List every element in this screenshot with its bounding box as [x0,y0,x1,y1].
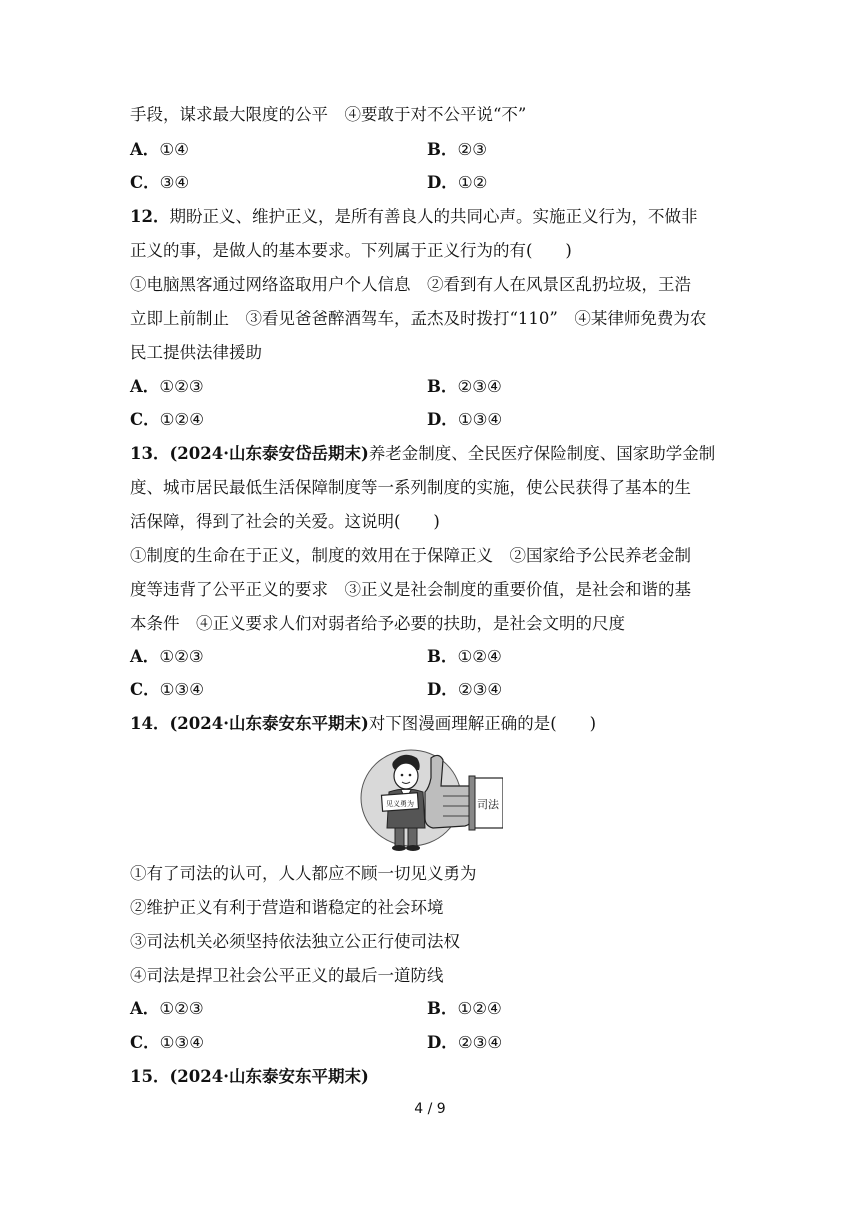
q13-stem-line-2: 度、城市居民最低生活保障制度等一系列制度的实施，使公民获得了基本的生 [130,478,691,497]
q14-option-a: A．①②③ [130,999,204,1018]
q12-statement-line-1: ①电脑黑客通过网络盗取用户个人信息 ②看到有人在风景区乱扔垃圾，王浩 [130,275,691,294]
q12-stem-line-1: 12．期盼正义、维护正义，是所有善良人的共同心声。实施正义行为，不做非 [130,207,698,226]
cartoon-card-label: 见义勇为 [386,800,414,808]
q13-stem-line-1: 13．(2024·山东泰安岱岳期末)养老金制度、全民医疗保险制度、国家助学金制 [130,444,716,463]
q13-option-a: A．①②③ [130,647,204,666]
q14-option-d: D．②③④ [427,1033,503,1052]
q12-option-d: D．①③④ [427,410,503,429]
q12-option-c: C．①②④ [130,410,205,429]
q12-statement-line-3: 民工提供法律援助 [130,343,262,362]
q11-option-a: A．①④ [130,140,189,159]
q14-option-b: B．①②④ [427,999,502,1018]
q11-option-d: D．①② [427,173,488,192]
page-indicator: 4 / 9 [414,1101,446,1117]
q13-option-c: C．①③④ [130,680,205,699]
q13-statement-line-2: 度等违背了公平正义的要求 ③正义是社会制度的重要价值，是社会和谐的基 [130,580,691,599]
q12-option-a: A．①②③ [130,377,204,396]
cartoon-sleeve-label: 司法 [477,798,499,811]
q13-option-b: B．①②④ [427,647,502,666]
q14-statement-3: ③司法机关必须坚持依法独立公正行使司法权 [130,932,460,951]
q14-statement-4: ④司法是捍卫社会公平正义的最后一道防线 [130,966,444,985]
q13-option-d: D．②③④ [427,680,503,699]
q12-option-b: B．②③④ [427,377,502,396]
q13-statement-line-1: ①制度的生命在于正义，制度的效用在于保障正义 ②国家给予公民养老金制 [130,546,691,565]
q15-stem: 15．(2024·山东泰安东平期末) [130,1067,369,1086]
q12-statement-line-2: 立即上前制止 ③看见爸爸醉酒驾车，孟杰及时拨打“110” ④某律师免费为农 [130,309,707,328]
justice-cartoon-figure [359,748,503,852]
q14-statement-1: ①有了司法的认可，人人都应不顾一切见义勇为 [130,864,477,883]
q13-stem-line-3: 活保障，得到了社会的关爱。这说明( ) [130,512,440,531]
q11-option-c: C．③④ [130,173,190,192]
q11-option-b: B．②③ [427,140,488,159]
q11-statement-tail: 手段，谋求最大限度的公平 ④要敢于对不公平说“不” [130,105,527,124]
q14-option-c: C．①③④ [130,1033,205,1052]
q14-stem: 14．(2024·山东泰安东平期末)对下图漫画理解正确的是( ) [130,714,597,733]
q12-stem-line-2: 正义的事，是做人的基本要求。下列属于正义行为的有( ) [130,241,572,260]
q13-statement-line-3: 本条件 ④正义要求人们对弱者给予必要的扶助，是社会文明的尺度 [130,614,625,633]
q14-statement-2: ②维护正义有利于营造和谐稳定的社会环境 [130,898,444,917]
